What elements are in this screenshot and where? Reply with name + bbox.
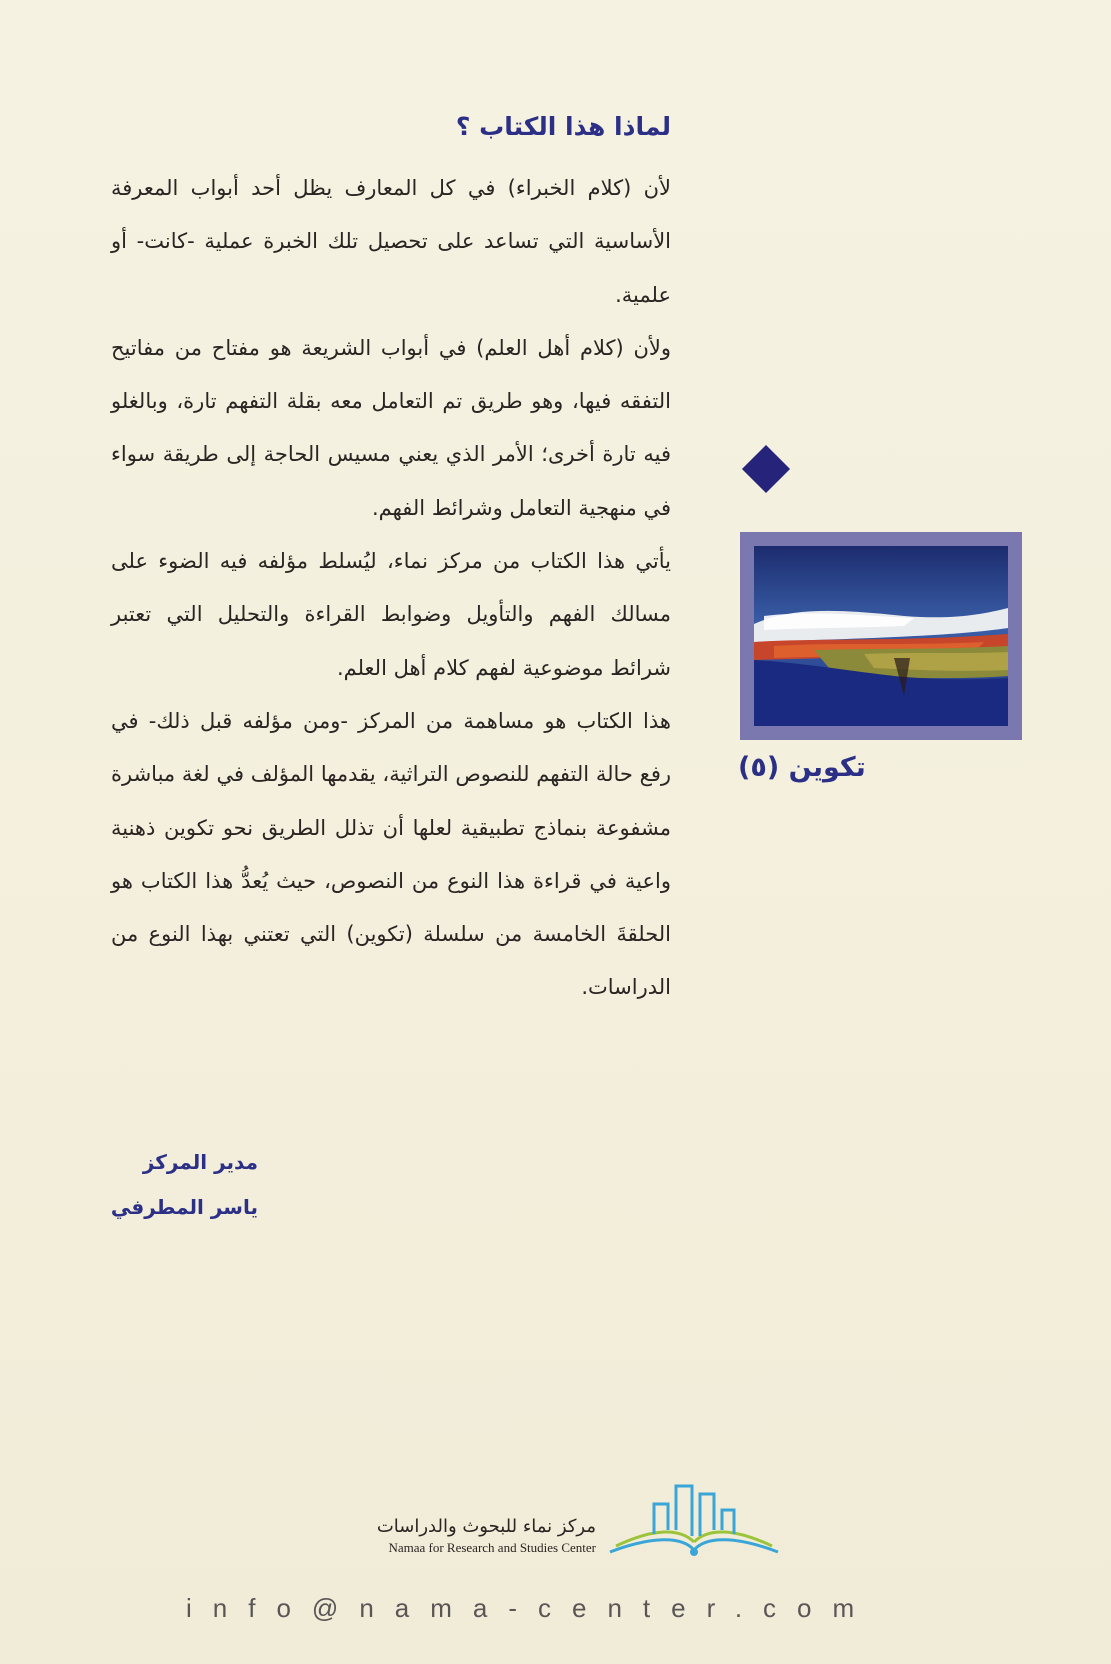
section-heading: لماذا هذا الكتاب ؟ xyxy=(455,112,671,141)
logo-english-name: Namaa for Research and Studies Center xyxy=(388,1540,596,1555)
logo-arabic-name: مركز نماء للبحوث والدراسات xyxy=(376,1516,596,1537)
blurb-paragraph: يأتي هذا الكتاب من مركز نماء، ليُسلط مؤلفه فيه الضوء على مسالك الفهم والتأويل وضوابط القراءة والتحليل التي تعتبر شرائط موضوعية لفهم كلام أهل العلم. xyxy=(111,549,671,680)
signature-name: ياسر المطرفي xyxy=(110,1195,258,1219)
blurb-text xyxy=(111,162,671,1015)
cover-painting xyxy=(740,532,1022,740)
diamond-icon xyxy=(742,445,790,493)
blurb-paragraph: لأن (كلام الخبراء) في كل المعارف يظل أحد أبواب المعرفة الأساسية التي تساعد على تحصيل تلك الخبرة عملية -كانت- أو علمية. xyxy=(111,176,671,307)
blurb-paragraph: هذا الكتاب هو مساهمة من المركز -ومن مؤلفه قبل ذلك- في رفع حالة التفهم للنصوص التراثية، يقدمها المؤلف في لغة مباشرة مشفوعة بنماذج تطبيقية لعلها أن تذلل الطريق نحو تكوين ذهنية واعية في قراءة هذا النوع من النصوص، حيث يُعدُّ هذا الكتاب هو الحلقةَ الخامسة من سلسلة (تكوين) التي تعتني بهذا النوع من الدراسات. xyxy=(111,708,671,1000)
abstract-painting-image xyxy=(754,546,1008,726)
series-label: تكوين (٥) xyxy=(738,752,866,783)
signature-block xyxy=(108,1140,258,1230)
website-address: info@nama-center.com xyxy=(186,1593,876,1623)
blurb-paragraph: ولأن (كلام أهل العلم) في أبواب الشريعة هو مفتاح من مفاتيح التفقه فيها، وهو طريق تم التعامل معه بقلة التفهم تارة، وبالغلو فيه تارة أخرى؛ الأمر الذي يعني مسيس الحاجة إلى طريقة سواء في منهجية التعامل وشرائط الفهم. xyxy=(111,335,671,520)
publisher-logo xyxy=(312,1478,782,1558)
open-book-skyline-icon xyxy=(602,1478,782,1558)
signature-title: مدير المركز xyxy=(142,1150,258,1174)
